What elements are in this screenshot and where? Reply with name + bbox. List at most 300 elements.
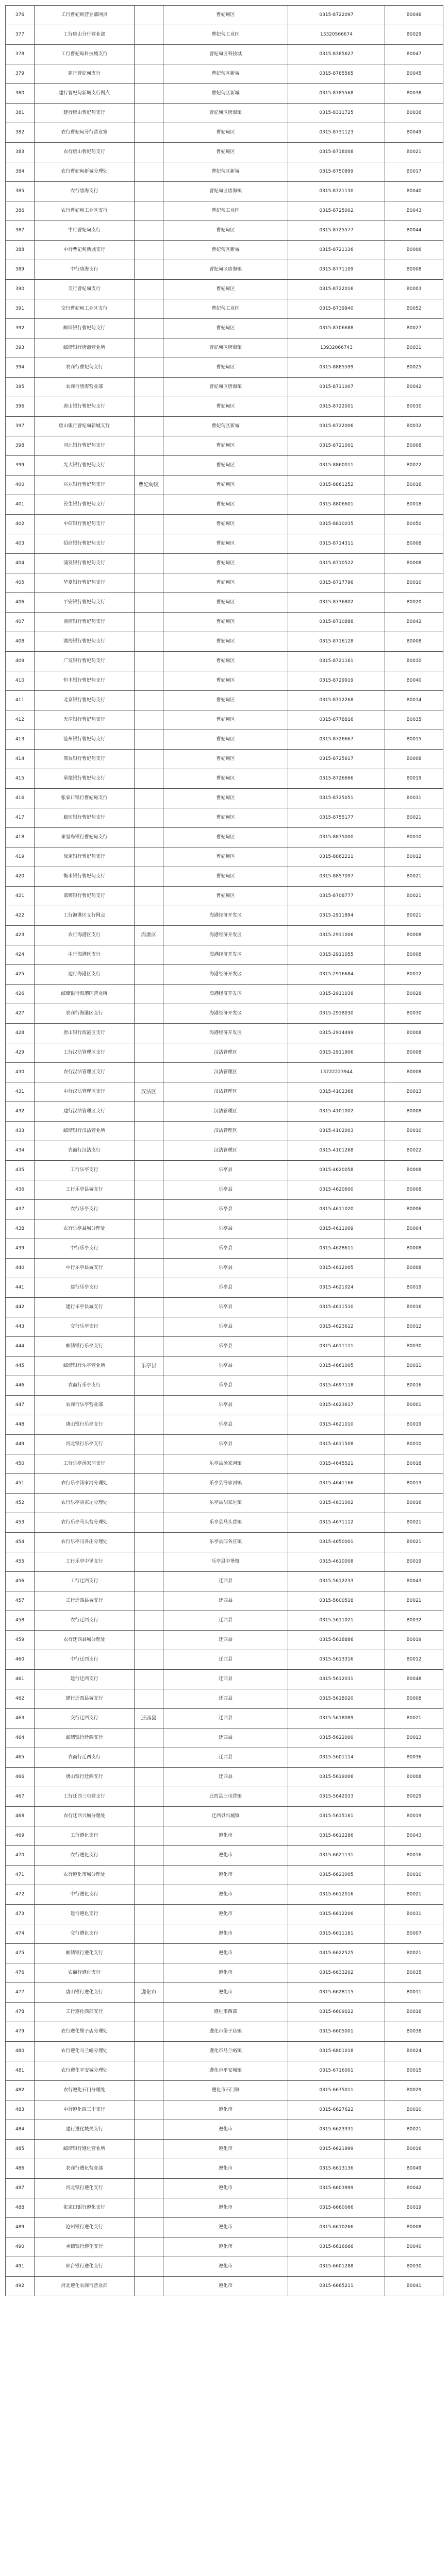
outlet-name: 建行遵化城关支行 [35, 2120, 135, 2140]
table-row [6, 104, 443, 123]
region-cell [135, 2179, 163, 2198]
region-cell: 汉沽区 [135, 1082, 163, 1102]
outlet-phone: 0315-6612206 [288, 1905, 385, 1924]
outlet-code: B0008 [385, 2218, 443, 2238]
region-cell [135, 299, 163, 319]
row-number: 384 [6, 162, 35, 182]
outlet-address: 迁西县兴城镇 [163, 1807, 288, 1826]
outlet-address: 曹妃甸区 [163, 456, 288, 476]
outlet-code: B0010 [385, 573, 443, 593]
outlet-address: 曹妃甸区唐海镇 [163, 182, 288, 201]
outlet-name: 农行乐亭闫各庄分理处 [35, 1533, 135, 1552]
table-row [6, 1689, 443, 1709]
outlet-address: 曹妃甸区 [163, 691, 288, 710]
outlet-phone: 0315-6628115 [288, 1983, 385, 2003]
region-cell [135, 1689, 163, 1709]
table-row [6, 1259, 443, 1278]
outlet-phone: 0315-8718008 [288, 143, 385, 162]
outlet-name: 农行曹妃甸工业区支行 [35, 201, 135, 221]
row-number: 419 [6, 848, 35, 867]
table-row [6, 1533, 443, 1552]
region-cell [135, 1748, 163, 1768]
outlet-address: 汉沽管理区 [163, 1141, 288, 1161]
table-row [6, 2159, 443, 2179]
row-number: 440 [6, 1259, 35, 1278]
region-cell [135, 652, 163, 671]
region-cell [135, 573, 163, 593]
row-number: 394 [6, 358, 35, 378]
region-cell [135, 632, 163, 652]
outlet-name: 唐山银行乐亭支行 [35, 1415, 135, 1435]
row-number: 446 [6, 1376, 35, 1396]
outlet-code: B0008 [385, 1063, 443, 1082]
outlet-address: 乐亭县 [163, 1278, 288, 1298]
table-row [6, 1905, 443, 1924]
table-row [6, 299, 443, 319]
outlet-address: 遵化市 [163, 2218, 288, 2238]
table-row [6, 769, 443, 789]
region-cell [135, 104, 163, 123]
outlet-address: 曹妃甸区新城 [163, 417, 288, 436]
outlet-address: 乐亭县中堡镇 [163, 1552, 288, 1572]
row-number: 383 [6, 143, 35, 162]
outlet-name: 承德银行遵化支行 [35, 2238, 135, 2257]
row-number: 399 [6, 456, 35, 476]
table-row [6, 1552, 443, 1572]
outlet-phone: 0315-6660066 [288, 2198, 385, 2218]
outlet-code: B0048 [385, 1670, 443, 1689]
region-cell [135, 1670, 163, 1689]
row-number: 476 [6, 1963, 35, 1983]
region-cell [135, 1239, 163, 1259]
row-number: 430 [6, 1063, 35, 1082]
table-row [6, 2022, 443, 2042]
outlet-code: B0008 [385, 1024, 443, 1043]
region-cell [135, 25, 163, 45]
outlet-phone: 0315-4611510 [288, 1298, 385, 1317]
outlet-code: B0001 [385, 1396, 443, 1415]
outlet-name: 农行遵化支行 [35, 1846, 135, 1866]
outlet-phone: 0315-4697118 [288, 1376, 385, 1396]
outlet-name: 廊坊银行曹妃甸支行 [35, 808, 135, 828]
outlet-address: 海港经济开发区 [163, 1004, 288, 1024]
outlet-address: 曹妃甸区 [163, 808, 288, 828]
outlet-name: 农商行海港区支行 [35, 1004, 135, 1024]
table-row [6, 1082, 443, 1102]
outlet-code: B0031 [385, 338, 443, 358]
outlet-phone: 0315-2916684 [288, 965, 385, 985]
outlet-name: 天津银行曹妃甸支行 [35, 710, 135, 730]
outlet-name: 农行迁西支行 [35, 1611, 135, 1631]
outlet-name: 邢台银行遵化支行 [35, 2257, 135, 2277]
region-cell [135, 338, 163, 358]
row-number: 416 [6, 789, 35, 808]
outlet-address: 曹妃甸区新城 [163, 241, 288, 260]
outlet-phone: 0315-2911894 [288, 906, 385, 926]
outlet-name: 保定银行曹妃甸支行 [35, 848, 135, 867]
outlet-name: 中信银行曹妃甸支行 [35, 515, 135, 534]
outlet-phone: 0315-8722006 [288, 417, 385, 436]
row-number: 448 [6, 1415, 35, 1435]
row-number: 442 [6, 1298, 35, 1317]
region-cell [135, 1572, 163, 1591]
outlet-phone: 0315-8875000 [288, 828, 385, 848]
row-number: 432 [6, 1102, 35, 1122]
outlet-code: B0008 [385, 534, 443, 554]
outlet-name: 农行遵化石门分理处 [35, 2081, 135, 2100]
row-number: 391 [6, 299, 35, 319]
outlet-address: 迁西县 [163, 1768, 288, 1787]
outlet-phone: 0315-6675011 [288, 2081, 385, 2100]
outlet-phone: 0315-2918030 [288, 1004, 385, 1024]
table-row [6, 25, 443, 45]
row-number: 393 [6, 338, 35, 358]
row-number: 398 [6, 436, 35, 456]
outlet-code: B0040 [385, 2238, 443, 2257]
table-row [6, 2257, 443, 2277]
row-number: 388 [6, 241, 35, 260]
region-cell [135, 2159, 163, 2179]
row-number: 456 [6, 1572, 35, 1591]
outlet-name: 北京银行曹妃甸支行 [35, 691, 135, 710]
outlet-code: B0006 [385, 241, 443, 260]
outlet-phone: 0315-6613136 [288, 2159, 385, 2179]
outlet-phone: 0315-6623331 [288, 2120, 385, 2140]
region-cell: 遵化市 [135, 1983, 163, 2003]
table-row [6, 143, 443, 162]
table-row [6, 182, 443, 201]
outlet-code: B0010 [385, 828, 443, 848]
outlet-phone: 0315-4650001 [288, 1533, 385, 1552]
outlet-code: B0021 [385, 1513, 443, 1533]
bank-outlet-table [5, 5, 443, 2296]
outlet-address: 曹妃甸区唐海镇 [163, 104, 288, 123]
row-number: 412 [6, 710, 35, 730]
outlet-name: 工行乐亭支行 [35, 1161, 135, 1180]
outlet-phone: 0315-4623612 [288, 1317, 385, 1337]
outlet-address: 乐亭县 [163, 1239, 288, 1259]
region-cell [135, 1161, 163, 1180]
outlet-code: B0047 [385, 45, 443, 64]
outlet-name: 工行乐亭汤家河支行 [35, 1454, 135, 1474]
region-cell [135, 1552, 163, 1572]
outlet-code: B0024 [385, 2042, 443, 2061]
outlet-address: 迁西县三屯营镇 [163, 1787, 288, 1807]
table-row [6, 632, 443, 652]
outlet-phone: 0315-8731123 [288, 123, 385, 143]
outlet-code: B0021 [385, 1533, 443, 1552]
outlet-address: 乐亭县 [163, 1415, 288, 1435]
outlet-address: 乐亭县 [163, 1376, 288, 1396]
table-row [6, 1043, 443, 1063]
outlet-name: 唐山银行迁西支行 [35, 1768, 135, 1787]
outlet-name: 民生银行曹妃甸支行 [35, 495, 135, 515]
table-row [6, 1376, 443, 1396]
outlet-address: 迁西县 [163, 1709, 288, 1728]
row-number: 392 [6, 319, 35, 338]
outlet-code: B0008 [385, 1689, 443, 1709]
outlet-name: 唐山银行海港区支行 [35, 1024, 135, 1043]
row-number: 386 [6, 201, 35, 221]
region-cell [135, 1376, 163, 1396]
table-row [6, 867, 443, 887]
outlet-code: B0007 [385, 1924, 443, 1944]
outlet-address: 汉沽管理区 [163, 1043, 288, 1063]
outlet-phone: 0315-4610008 [288, 1552, 385, 1572]
table-row [6, 534, 443, 554]
outlet-phone: 0315-8717796 [288, 573, 385, 593]
outlet-address: 遵化市 [163, 2179, 288, 2198]
region-cell [135, 750, 163, 769]
region-cell [135, 378, 163, 397]
outlet-code: B0021 [385, 1709, 443, 1728]
outlet-phone: 0315-8708777 [288, 887, 385, 906]
region-cell: 乐亭县 [135, 1357, 163, 1376]
table-row [6, 1494, 443, 1513]
outlet-name: 农行遵化堡子店分理处 [35, 2022, 135, 2042]
outlet-name: 河北银行遵化支行 [35, 2179, 135, 2198]
outlet-name: 衡水银行曹妃甸支行 [35, 867, 135, 887]
table-row [6, 1415, 443, 1435]
outlet-name: 工行乐亭中堡支行 [35, 1552, 135, 1572]
row-number: 427 [6, 1004, 35, 1024]
row-number: 467 [6, 1787, 35, 1807]
region-cell [135, 1122, 163, 1141]
outlet-phone: 13722223944 [288, 1063, 385, 1082]
outlet-phone: 0315-8739940 [288, 299, 385, 319]
table-row [6, 515, 443, 534]
outlet-name: 邢台银行曹妃甸支行 [35, 750, 135, 769]
outlet-name: 农商行迁西支行 [35, 1748, 135, 1768]
region-cell [135, 2257, 163, 2277]
outlet-address: 乐亭县 [163, 1219, 288, 1239]
table-row [6, 593, 443, 613]
outlet-name: 农行遵化平安城分理处 [35, 2061, 135, 2081]
outlet-phone: 0315-6603999 [288, 2179, 385, 2198]
outlet-name: 农行迁西县城分理处 [35, 1631, 135, 1650]
table-row [6, 1709, 443, 1728]
table-row [6, 613, 443, 632]
row-number: 485 [6, 2140, 35, 2159]
outlet-phone: 0315-8862211 [288, 848, 385, 867]
outlet-phone: 0315-8860011 [288, 456, 385, 476]
row-number: 376 [6, 6, 35, 25]
outlet-address: 曹妃甸区 [163, 710, 288, 730]
outlet-address: 迁西县 [163, 1572, 288, 1591]
outlet-code: B0019 [385, 1552, 443, 1572]
outlet-address: 曹妃甸区新城 [163, 64, 288, 84]
row-number: 488 [6, 2198, 35, 2218]
outlet-address: 曹妃甸区唐海镇 [163, 378, 288, 397]
outlet-name: 中行乐亭支行 [35, 1239, 135, 1259]
outlet-code: B0010 [385, 1122, 443, 1141]
row-number: 491 [6, 2257, 35, 2277]
table-row [6, 45, 443, 64]
row-number: 472 [6, 1885, 35, 1905]
outlet-phone: 0315-8750899 [288, 162, 385, 182]
row-number: 482 [6, 2081, 35, 2100]
region-cell [135, 1474, 163, 1494]
outlet-phone: 0315-5619006 [288, 1768, 385, 1787]
outlet-code: B0050 [385, 515, 443, 534]
outlet-name: 广发银行曹妃甸支行 [35, 652, 135, 671]
outlet-code: B0021 [385, 1885, 443, 1905]
outlet-name: 农商行唐海营业部 [35, 378, 135, 397]
table-row [6, 945, 443, 965]
outlet-name: 工行遵化支行 [35, 1826, 135, 1846]
outlet-code: B0045 [385, 64, 443, 84]
region-cell [135, 1278, 163, 1298]
outlet-phone: 0315-8771109 [288, 260, 385, 280]
region-cell [135, 848, 163, 867]
outlet-phone: 0315-8755177 [288, 808, 385, 828]
outlet-phone: 0315-8722097 [288, 6, 385, 25]
outlet-phone: 0315-8725051 [288, 789, 385, 808]
row-number: 438 [6, 1219, 35, 1239]
table-row [6, 1278, 443, 1298]
outlet-phone: 0315-6610266 [288, 2218, 385, 2238]
outlet-address: 迁西县 [163, 1591, 288, 1611]
outlet-name: 邮储银行乐亭支行 [35, 1337, 135, 1357]
outlet-phone: 13932066743 [288, 338, 385, 358]
outlet-address: 乐亭县 [163, 1435, 288, 1454]
outlet-phone: 0315-6621999 [288, 2140, 385, 2159]
outlet-name: 渤海银行曹妃甸支行 [35, 632, 135, 652]
outlet-name: 邮储银行遵化营业所 [35, 2140, 135, 2159]
row-number: 479 [6, 2022, 35, 2042]
outlet-phone: 0315-4671112 [288, 1513, 385, 1533]
outlet-code: B0008 [385, 926, 443, 945]
region-cell [135, 1141, 163, 1161]
row-number: 406 [6, 593, 35, 613]
outlet-code: B0043 [385, 1572, 443, 1591]
outlet-code: B0020 [385, 593, 443, 613]
region-cell [135, 182, 163, 201]
table-row [6, 358, 443, 378]
outlet-code: B0049 [385, 123, 443, 143]
outlet-name: 中行曹妃甸支行 [35, 221, 135, 241]
table-row [6, 554, 443, 573]
row-number: 441 [6, 1278, 35, 1298]
table-row [6, 6, 443, 25]
outlet-phone: 0315-8710888 [288, 613, 385, 632]
outlet-code: B0016 [385, 1298, 443, 1317]
outlet-code: B0021 [385, 808, 443, 828]
row-number: 382 [6, 123, 35, 143]
region-cell [135, 593, 163, 613]
region-cell [135, 691, 163, 710]
table-row [6, 123, 443, 143]
region-cell [135, 2022, 163, 2042]
outlet-address: 曹妃甸区 [163, 887, 288, 906]
table-row [6, 887, 443, 906]
outlet-name: 平安银行曹妃甸支行 [35, 593, 135, 613]
outlet-address: 曹妃甸区 [163, 573, 288, 593]
outlet-phone: 0315-2914499 [288, 1024, 385, 1043]
outlet-phone: 0315-6801018 [288, 2042, 385, 2061]
table-row [6, 201, 443, 221]
outlet-name: 农行乐亭县城分理处 [35, 1219, 135, 1239]
region-cell [135, 280, 163, 299]
region-cell [135, 2100, 163, 2120]
outlet-phone: 0315-4620600 [288, 1180, 385, 1200]
outlet-name: 农商行遵化营业部 [35, 2159, 135, 2179]
outlet-phone: 0315-8721136 [288, 241, 385, 260]
outlet-phone: 0315-4661005 [288, 1357, 385, 1376]
outlet-address: 曹妃甸区科技城 [163, 45, 288, 64]
outlet-phone: 0315-8785568 [288, 84, 385, 104]
outlet-address: 曹妃甸区新城 [163, 84, 288, 104]
outlet-code: B0010 [385, 1435, 443, 1454]
outlet-phone: 0315-5612031 [288, 1670, 385, 1689]
table-row [6, 476, 443, 495]
outlet-phone: 0315-4611009 [288, 1219, 385, 1239]
row-number: 390 [6, 280, 35, 299]
outlet-phone: 0315-5618886 [288, 1631, 385, 1650]
outlet-code: B0018 [385, 1454, 443, 1474]
outlet-address: 曹妃甸区 [163, 652, 288, 671]
outlet-code: B0011 [385, 1983, 443, 2003]
row-number: 418 [6, 828, 35, 848]
outlet-name: 工行唐山分行营业部 [35, 25, 135, 45]
outlet-phone: 0315-5601114 [288, 1748, 385, 1768]
region-cell [135, 671, 163, 691]
region-cell [135, 1807, 163, 1826]
outlet-address: 乐亭县 [163, 1357, 288, 1376]
table-row [6, 1396, 443, 1415]
table-row [6, 1768, 443, 1787]
outlet-address: 曹妃甸区 [163, 515, 288, 534]
outlet-address: 海港经济开发区 [163, 985, 288, 1004]
outlet-name: 中行迁西支行 [35, 1650, 135, 1670]
outlet-code: B0008 [385, 1768, 443, 1787]
region-cell [135, 1219, 163, 1239]
table-row [6, 260, 443, 280]
table-row [6, 2061, 443, 2081]
region-cell [135, 1826, 163, 1846]
region-cell [135, 1004, 163, 1024]
outlet-code: B0017 [385, 162, 443, 182]
outlet-name: 中行遵化支行 [35, 1885, 135, 1905]
outlet-address: 遵化市 [163, 1944, 288, 1963]
region-cell [135, 201, 163, 221]
outlet-code: B0013 [385, 1474, 443, 1494]
row-number: 410 [6, 671, 35, 691]
row-number: 408 [6, 632, 35, 652]
table-row [6, 1983, 443, 2003]
table-row [6, 1866, 443, 1885]
outlet-code: B0016 [385, 2140, 443, 2159]
outlet-phone: 0315-6665211 [288, 2277, 385, 2296]
region-cell [135, 1944, 163, 1963]
row-number: 459 [6, 1631, 35, 1650]
outlet-code: B0029 [385, 2081, 443, 2100]
region-cell [135, 2198, 163, 2218]
outlet-address: 遵化市 [163, 2120, 288, 2140]
table-row [6, 1885, 443, 1905]
outlet-name: 工行海港区支行网点 [35, 906, 135, 926]
outlet-address: 汉沽管理区 [163, 1102, 288, 1122]
row-number: 484 [6, 2120, 35, 2140]
row-number: 444 [6, 1337, 35, 1357]
outlet-phone: 0315-6623005 [288, 1866, 385, 1885]
outlet-name: 建行汉沽管理区支行 [35, 1102, 135, 1122]
outlet-name: 唐山银行遵化支行 [35, 1983, 135, 2003]
row-number: 407 [6, 613, 35, 632]
outlet-phone: 0315-4612005 [288, 1259, 385, 1278]
outlet-code: B0013 [385, 1728, 443, 1748]
outlet-address: 遵化市 [163, 1826, 288, 1846]
